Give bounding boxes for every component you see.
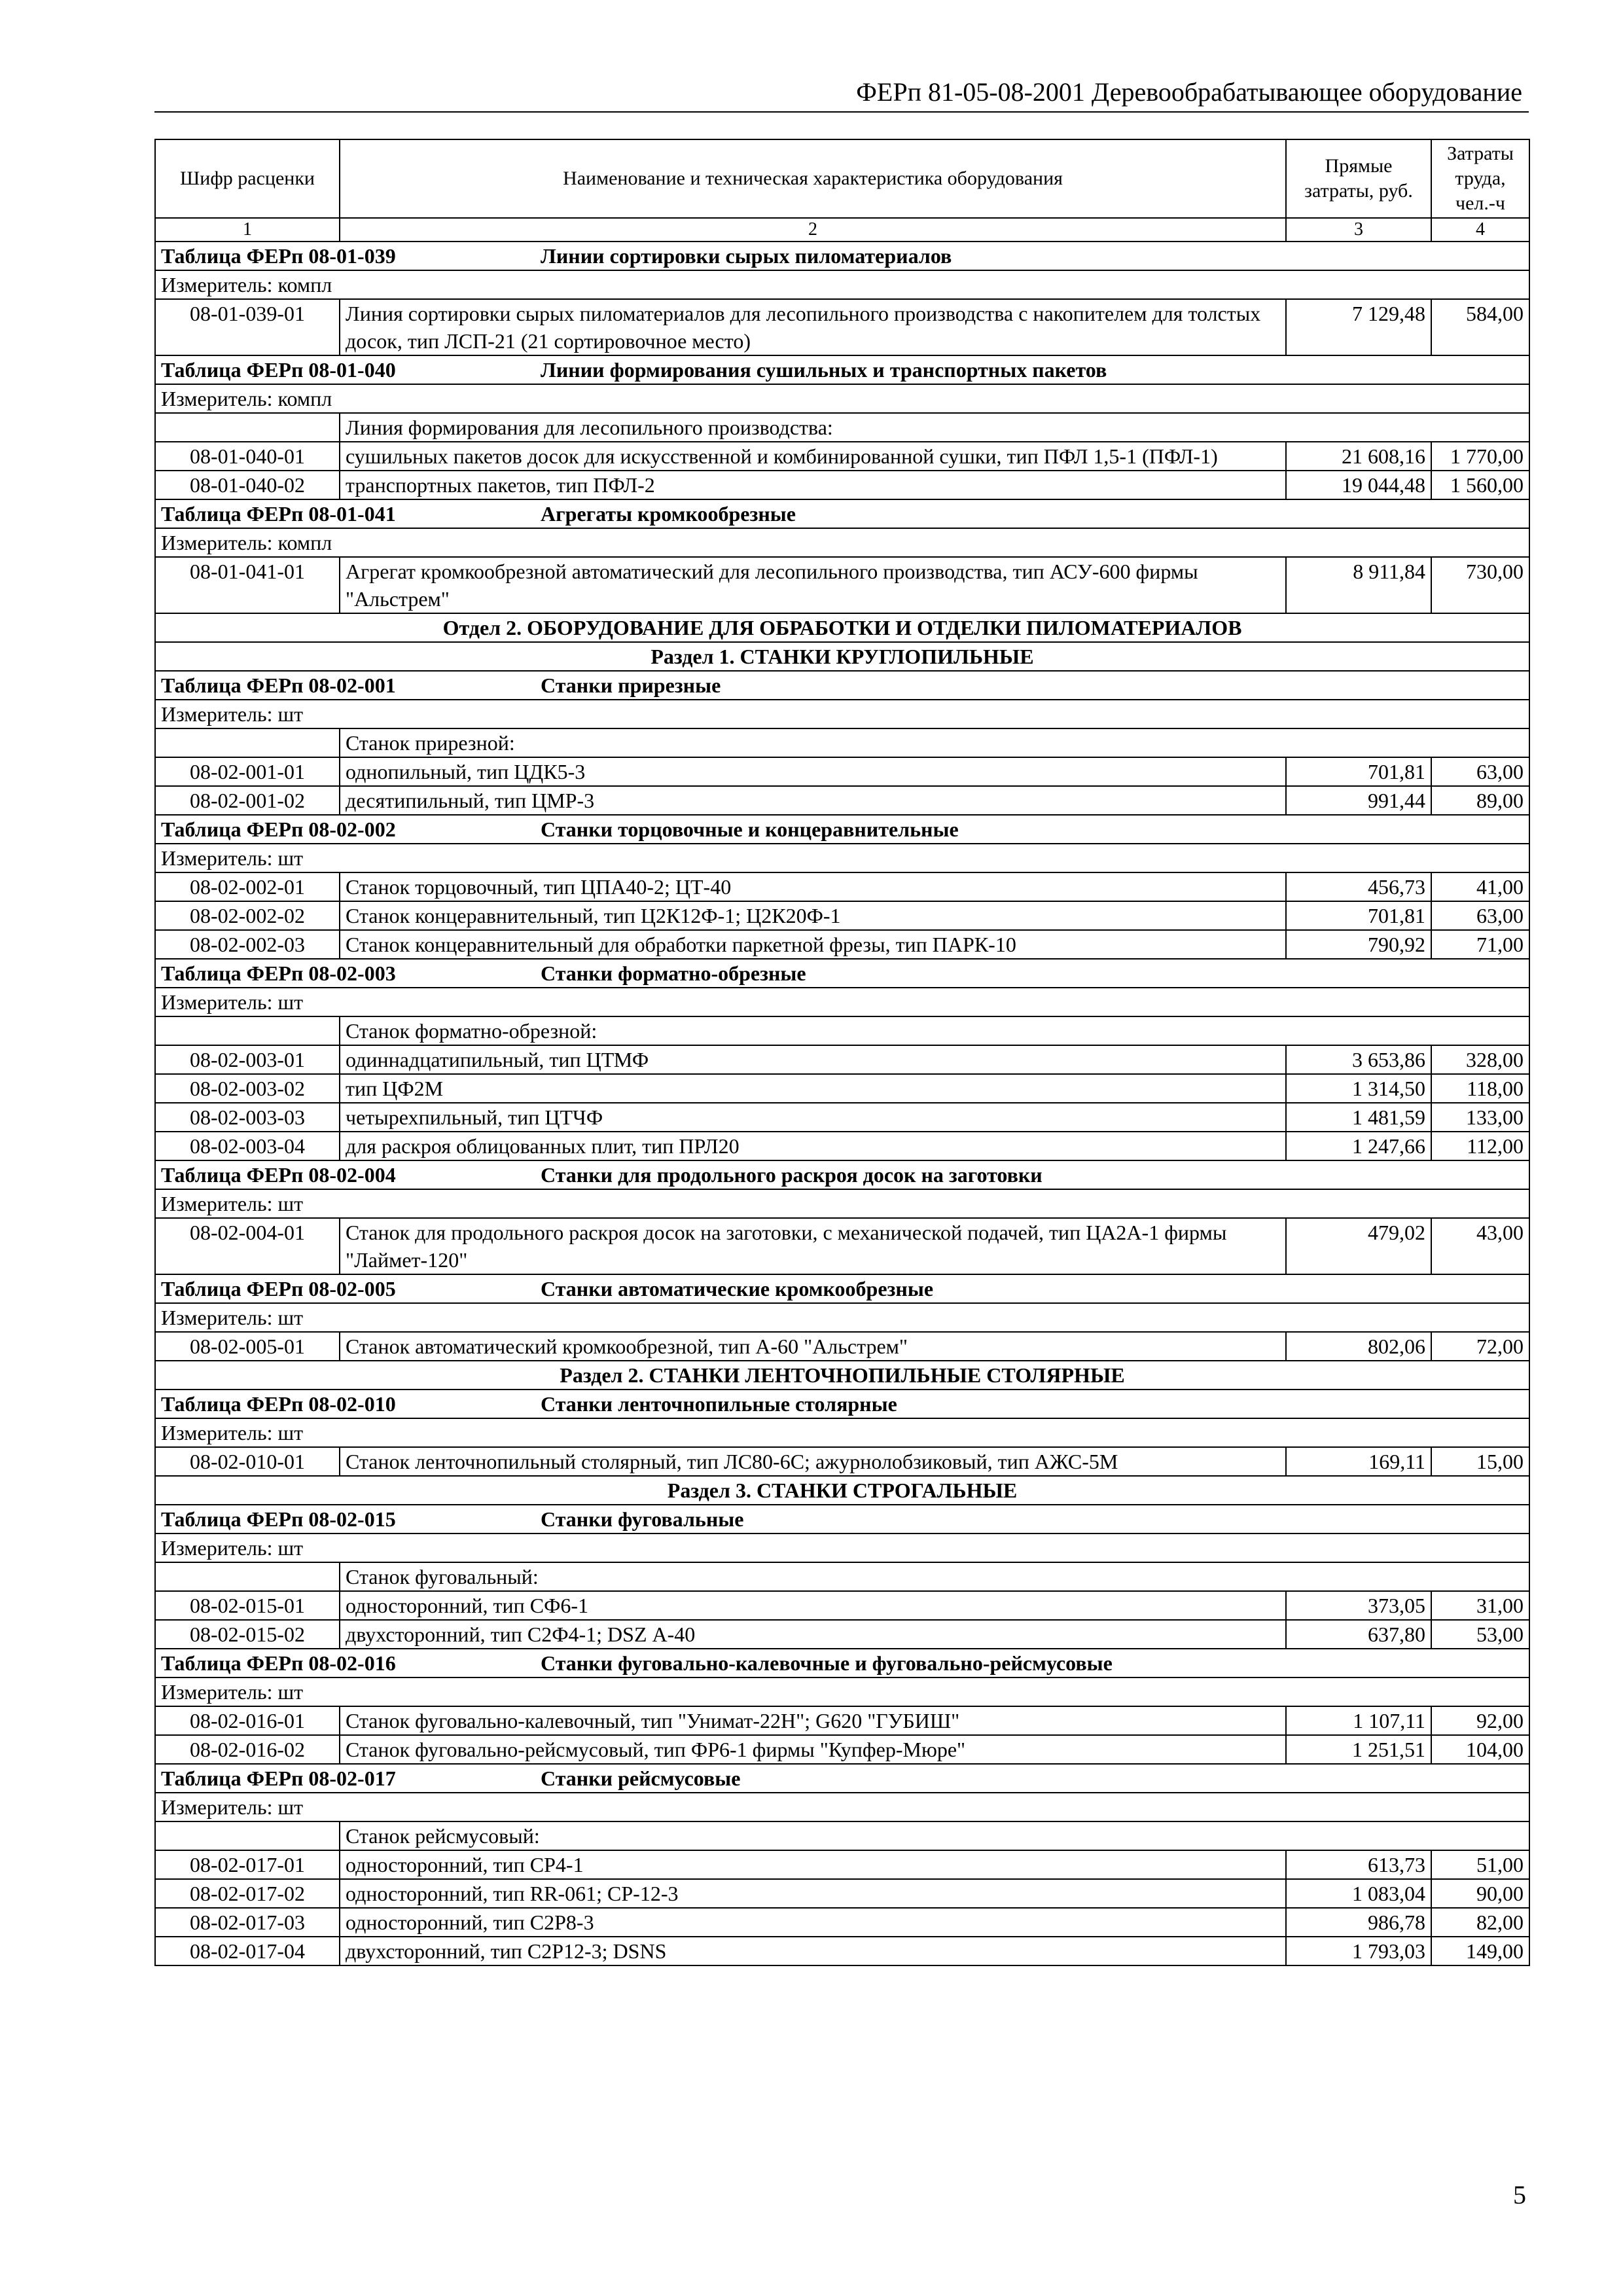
table-row [155,1735,1529,1764]
table-row [155,557,1529,613]
table-row [155,1908,1529,1937]
labor-cost: 133,00 [1431,1103,1529,1132]
unit-of-measure: Измеритель: шт [155,844,1529,872]
unit-of-measure: Измеритель: компл [155,270,1529,299]
rate-code: 08-02-002-02 [155,901,340,930]
page-header [154,72,1529,113]
table-number: Таблица ФЕРп 08-02-002 [161,817,396,841]
labor-cost: 82,00 [1431,1908,1529,1937]
section-heading: Отдел 2. ОБОРУДОВАНИЕ ДЛЯ ОБРАБОТКИ И ОТДЕЛКИ ПИЛОМАТЕРИАЛОВ [155,613,1529,642]
rates-table [154,139,1530,1966]
direct-cost: 637,80 [1286,1620,1431,1649]
table-title [155,815,1529,844]
direct-cost: 802,06 [1286,1332,1431,1361]
equipment-name: Агрегат кромкообрезной автоматический для лесопильного производства, тип АСУ-600 фирмы "Альстрем" [340,557,1286,613]
table-title [155,1390,1529,1418]
page-number: 5 [1513,2180,1526,2210]
labor-cost: 41,00 [1431,872,1529,901]
direct-cost: 19 044,48 [1286,471,1431,499]
unit-of-measure: Измеритель: компл [155,384,1529,413]
direct-cost: 479,02 [1286,1218,1431,1274]
section-heading: Раздел 1. СТАНКИ КРУГЛОПИЛЬНЫЕ [155,642,1529,671]
rate-code: 08-01-039-01 [155,299,340,355]
labor-cost: 118,00 [1431,1074,1529,1103]
equipment-name: Станок для продольного раскроя досок на заготовки, с механической подачей, тип ЦА2А-1 фирмы "Лаймет-120" [340,1218,1286,1274]
labor-cost: 51,00 [1431,1850,1529,1879]
section-row [155,1476,1529,1505]
labor-cost: 112,00 [1431,1132,1529,1160]
unit-of-measure: Измеритель: компл [155,528,1529,557]
section-row [155,1361,1529,1390]
equipment-name: сушильных пакетов досок для искусственной и комбинированной сушки, тип ПФЛ 1,5-1 (ПФЛ-1) [340,442,1286,471]
labor-cost: 149,00 [1431,1937,1529,1965]
direct-cost: 456,73 [1286,872,1431,901]
table-name: Станки фуговальные [541,1507,744,1531]
labor-cost: 43,00 [1431,1218,1529,1274]
unit-row [155,1534,1529,1562]
group-label: Станок рейсмусовый: [340,1821,1529,1850]
table-title-row [155,959,1529,988]
table-row [155,901,1529,930]
group-label: Линия формирования для лесопильного производства: [340,413,1529,442]
table-row [155,1074,1529,1103]
direct-cost: 1 107,11 [1286,1706,1431,1735]
equipment-name: тип ЦФ2М [340,1074,1286,1103]
table-number: Таблица ФЕРп 08-01-040 [161,358,396,382]
direct-cost: 1 314,50 [1286,1074,1431,1103]
table-row [155,1591,1529,1620]
equipment-name: Линия сортировки сырых пиломатериалов для лесопильного производства с накопителем для толстых досок, тип ЛСП-21 (21 сортировочное место) [340,299,1286,355]
empty-cell [155,413,340,442]
table-row [155,471,1529,499]
direct-cost: 701,81 [1286,757,1431,786]
equipment-name: десятипильный, тип ЦМР-3 [340,786,1286,815]
table-row [155,786,1529,815]
labor-cost: 584,00 [1431,299,1529,355]
table-row [155,1937,1529,1965]
table-title-row [155,1764,1529,1793]
rate-code: 08-02-015-01 [155,1591,340,1620]
direct-cost: 169,11 [1286,1447,1431,1476]
equipment-name: двухсторонний, тип С2Ф4-1; DSZ А-40 [340,1620,1286,1649]
equipment-name: Станок концеравнительный для обработки паркетной фрезы, тип ПАРК-10 [340,930,1286,959]
empty-cell [155,728,340,757]
column-header-price: Прямые затраты, руб. [1286,139,1431,218]
equipment-name: Станок торцовочный, тип ЦПА40-2; ЦТ-40 [340,872,1286,901]
section-heading: Раздел 2. СТАНКИ ЛЕНТОЧНОПИЛЬНЫЕ СТОЛЯРНЫЕ [155,1361,1529,1390]
table-name: Станки торцовочные и концеравнительные [541,817,959,841]
table-number: Таблица ФЕРп 08-02-004 [161,1163,396,1187]
direct-cost: 613,73 [1286,1850,1431,1879]
unit-row [155,270,1529,299]
table-row [155,1620,1529,1649]
table-title-row [155,1390,1529,1418]
unit-row [155,1189,1529,1218]
table-title [155,1649,1529,1677]
labor-cost: 1 770,00 [1431,442,1529,471]
unit-of-measure: Измеритель: шт [155,1534,1529,1562]
unit-row [155,700,1529,728]
table-row [155,442,1529,471]
empty-cell [155,1016,340,1045]
rate-code: 08-02-016-01 [155,1706,340,1735]
table-name: Агрегаты кромкообрезные [541,502,796,526]
table-title [155,1505,1529,1534]
labor-cost: 31,00 [1431,1591,1529,1620]
labor-cost: 89,00 [1431,786,1529,815]
labor-cost: 72,00 [1431,1332,1529,1361]
group-row [155,413,1529,442]
direct-cost: 1 251,51 [1286,1735,1431,1764]
table-title [155,1764,1529,1793]
rate-code: 08-02-017-01 [155,1850,340,1879]
equipment-name: односторонний, тип RR-061; СР-12-3 [340,1879,1286,1908]
equipment-name: транспортных пакетов, тип ПФЛ-2 [340,471,1286,499]
table-title-row [155,242,1529,270]
table-number: Таблица ФЕРп 08-02-017 [161,1767,396,1790]
table-title [155,671,1529,700]
equipment-name: Станок фуговально-рейсмусовый, тип ФР6-1 фирмы "Купфер-Мюре" [340,1735,1286,1764]
table-row [155,930,1529,959]
table-title [155,1160,1529,1189]
direct-cost: 991,44 [1286,786,1431,815]
direct-cost: 373,05 [1286,1591,1431,1620]
unit-of-measure: Измеритель: шт [155,988,1529,1016]
unit-of-measure: Измеритель: шт [155,700,1529,728]
table-row [155,299,1529,355]
rate-code: 08-02-015-02 [155,1620,340,1649]
table-title [155,959,1529,988]
section-row [155,613,1529,642]
header-title: ФЕРп 81-05-08-2001 Деревообрабатывающее оборудование [856,77,1522,107]
section-heading: Раздел 3. СТАНКИ СТРОГАЛЬНЫЕ [155,1476,1529,1505]
equipment-name: Станок концеравнительный, тип Ц2К12Ф-1; Ц2К20Ф-1 [340,901,1286,930]
unit-of-measure: Измеритель: шт [155,1303,1529,1332]
unit-of-measure: Измеритель: шт [155,1418,1529,1447]
table-title-row [155,1649,1529,1677]
table-number: Таблица ФЕРп 08-01-041 [161,502,396,526]
table-row [155,872,1529,901]
column-number: 1 [155,218,340,242]
equipment-name: Станок автоматический кромкообрезной, тип А-60 "Альстрем" [340,1332,1286,1361]
labor-cost: 1 560,00 [1431,471,1529,499]
empty-cell [155,1821,340,1850]
rate-code: 08-02-004-01 [155,1218,340,1274]
table-number: Таблица ФЕРп 08-02-016 [161,1651,396,1675]
unit-of-measure: Измеритель: шт [155,1677,1529,1706]
direct-cost: 701,81 [1286,901,1431,930]
unit-of-measure: Измеритель: шт [155,1793,1529,1821]
table-row [155,1706,1529,1735]
labor-cost: 15,00 [1431,1447,1529,1476]
unit-row [155,528,1529,557]
direct-cost: 1 481,59 [1286,1103,1431,1132]
table-number: Таблица ФЕРп 08-02-015 [161,1507,396,1531]
table-title-row [155,355,1529,384]
table-name: Станки автоматические кромкообрезные [541,1277,934,1300]
equipment-name: для раскроя облицованных плит, тип ПРЛ20 [340,1132,1286,1160]
table-name: Станки фуговально-калевочные и фуговально-рейсмусовые [541,1651,1113,1675]
unit-row [155,1677,1529,1706]
labor-cost: 90,00 [1431,1879,1529,1908]
table-title [155,499,1529,528]
unit-row [155,988,1529,1016]
table-title [155,242,1529,270]
labor-cost: 63,00 [1431,757,1529,786]
unit-row [155,1303,1529,1332]
column-header-name: Наименование и техническая характеристика оборудования [340,139,1286,218]
direct-cost: 986,78 [1286,1908,1431,1937]
column-header-code: Шифр расценки [155,139,340,218]
labor-cost: 53,00 [1431,1620,1529,1649]
equipment-name: четырехпильный, тип ЦТЧФ [340,1103,1286,1132]
table-number: Таблица ФЕРп 08-02-005 [161,1277,396,1300]
rate-code: 08-02-017-02 [155,1879,340,1908]
rate-code: 08-01-040-01 [155,442,340,471]
rate-code: 08-02-017-04 [155,1937,340,1965]
direct-cost: 1 793,03 [1286,1937,1431,1965]
table-row [155,1332,1529,1361]
direct-cost: 790,92 [1286,930,1431,959]
labor-cost: 92,00 [1431,1706,1529,1735]
labor-cost: 104,00 [1431,1735,1529,1764]
group-row [155,728,1529,757]
labor-cost: 730,00 [1431,557,1529,613]
table-name: Станки форматно-обрезные [541,961,806,985]
rate-code: 08-02-001-01 [155,757,340,786]
empty-cell [155,1562,340,1591]
table-name: Станки рейсмусовые [541,1767,741,1790]
table-name: Линии сортировки сырых пиломатериалов [541,244,952,268]
rate-code: 08-01-040-02 [155,471,340,499]
group-label: Станок фуговальный: [340,1562,1529,1591]
table-number: Таблица ФЕРп 08-02-003 [161,961,396,985]
table-name: Станки ленточнопильные столярные [541,1392,897,1416]
equipment-name: односторонний, тип СФ6-1 [340,1591,1286,1620]
labor-cost: 71,00 [1431,930,1529,959]
group-row [155,1016,1529,1045]
table-row [155,1879,1529,1908]
table-name: Станки прирезные [541,673,721,697]
table-row [155,1103,1529,1132]
section-row [155,642,1529,671]
table-name: Станки для продольного раскроя досок на заготовки [541,1163,1043,1187]
table-row [155,1447,1529,1476]
equipment-name: Станок ленточнопильный столярный, тип ЛС80-6С; ажурнолобзиковый, тип АЖС-5М [340,1447,1286,1476]
unit-row [155,1418,1529,1447]
direct-cost: 8 911,84 [1286,557,1431,613]
rate-code: 08-02-003-03 [155,1103,340,1132]
table-title-row [155,671,1529,700]
table-title [155,355,1529,384]
table-title-row [155,815,1529,844]
equipment-name: Станок фуговально-калевочный, тип "Унимат-22Н"; G620 "ГУБИШ" [340,1706,1286,1735]
unit-row [155,384,1529,413]
unit-row [155,844,1529,872]
table-row [155,757,1529,786]
direct-cost: 7 129,48 [1286,299,1431,355]
rate-code: 08-02-005-01 [155,1332,340,1361]
group-row [155,1821,1529,1850]
rate-code: 08-01-041-01 [155,557,340,613]
table-name: Линии формирования сушильных и транспортных пакетов [541,358,1107,382]
table-title-row [155,1274,1529,1303]
group-label: Станок прирезной: [340,728,1529,757]
table-row [155,1850,1529,1879]
table-title [155,1274,1529,1303]
equipment-name: одиннадцатипильный, тип ЦТМФ [340,1045,1286,1074]
direct-cost: 1 083,04 [1286,1879,1431,1908]
labor-cost: 63,00 [1431,901,1529,930]
equipment-name: односторонний, тип СР4-1 [340,1850,1286,1879]
table-title-row [155,499,1529,528]
unit-of-measure: Измеритель: шт [155,1189,1529,1218]
column-number: 3 [1286,218,1431,242]
equipment-name: двухсторонний, тип С2Р12-3; DSNS [340,1937,1286,1965]
table-title-row [155,1505,1529,1534]
rate-code: 08-02-001-02 [155,786,340,815]
table-number: Таблица ФЕРп 08-02-001 [161,673,396,697]
table-number: Таблица ФЕРп 08-02-010 [161,1392,396,1416]
unit-row [155,1793,1529,1821]
direct-cost: 3 653,86 [1286,1045,1431,1074]
equipment-name: однопильный, тип ЦДК5-3 [340,757,1286,786]
table-row [155,1132,1529,1160]
rate-code: 08-02-016-02 [155,1735,340,1764]
column-header-labor: Затраты труда, чел.-ч [1431,139,1529,218]
direct-cost: 1 247,66 [1286,1132,1431,1160]
table-number: Таблица ФЕРп 08-01-039 [161,244,396,268]
rate-code: 08-02-003-04 [155,1132,340,1160]
group-row [155,1562,1529,1591]
rate-code: 08-02-017-03 [155,1908,340,1937]
rate-code: 08-02-003-01 [155,1045,340,1074]
column-number-row [155,218,1529,242]
group-label: Станок форматно-обрезной: [340,1016,1529,1045]
table-title-row [155,1160,1529,1189]
column-number: 2 [340,218,1286,242]
table-row [155,1045,1529,1074]
labor-cost: 328,00 [1431,1045,1529,1074]
direct-cost: 21 608,16 [1286,442,1431,471]
table-header-row [155,139,1529,218]
rate-code: 08-02-003-02 [155,1074,340,1103]
rate-code: 08-02-002-01 [155,872,340,901]
rate-code: 08-02-010-01 [155,1447,340,1476]
column-number: 4 [1431,218,1529,242]
rate-code: 08-02-002-03 [155,930,340,959]
equipment-name: односторонний, тип С2Р8-3 [340,1908,1286,1937]
table-row [155,1218,1529,1274]
